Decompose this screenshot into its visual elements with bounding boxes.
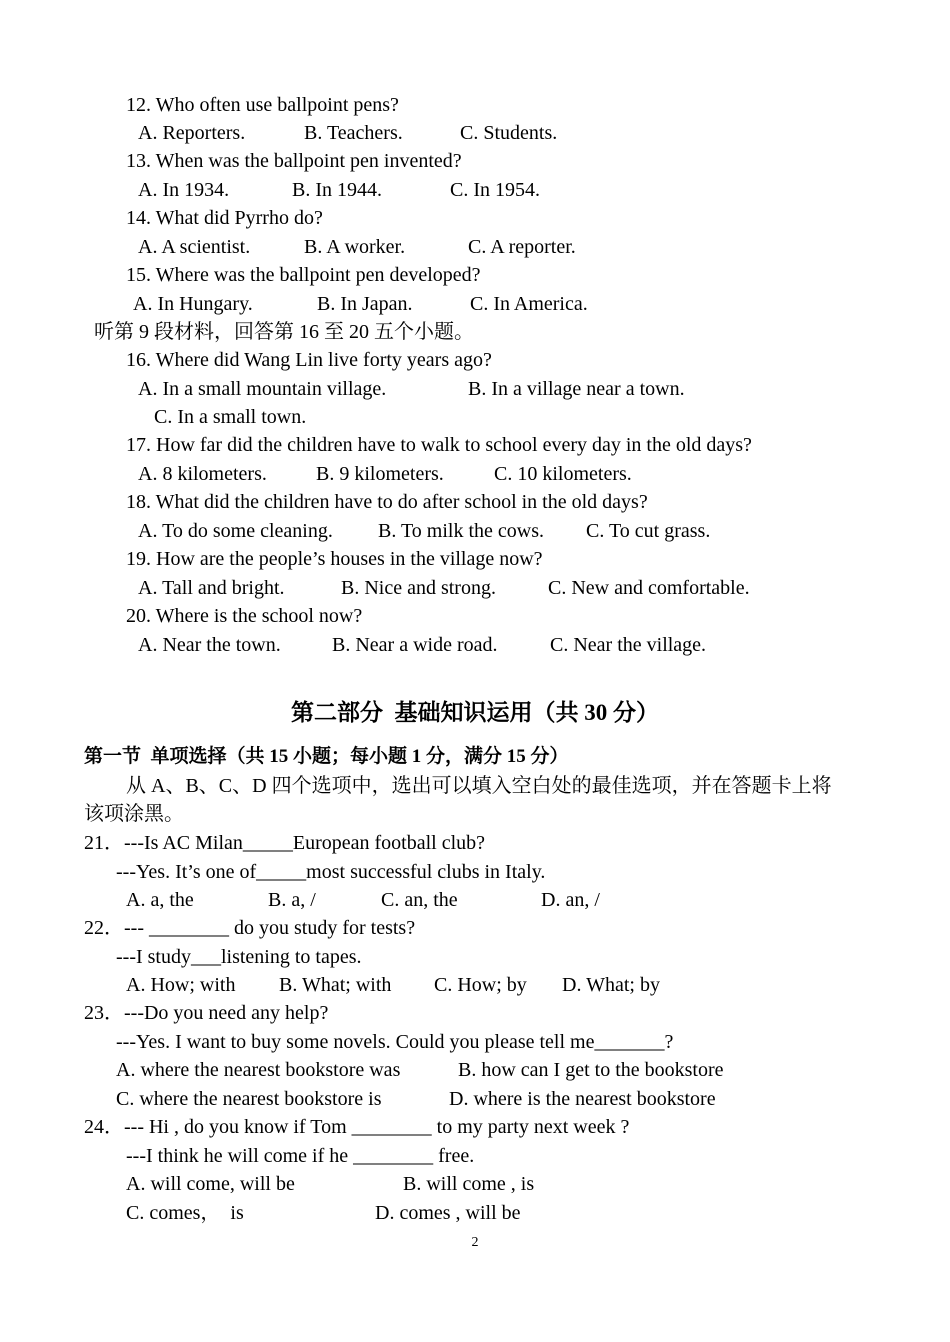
instructions-line-1: 从 A、B、C、D 四个选项中，选出可以填入空白处的最佳选项，并在答题卡上将 — [126, 775, 832, 797]
question-16: 16. Where did Wang Lin live forty years ago? — [126, 349, 492, 371]
option-24b: B. will come , is — [403, 1173, 535, 1195]
option-23b: B. how can I get to the bookstore — [458, 1059, 724, 1081]
question-18: 18. What did the children have to do after school in the old days? — [126, 491, 648, 513]
option-23a: A. where the nearest bookstore was — [116, 1059, 401, 1081]
option-21a: A. a, the — [126, 889, 194, 911]
option-22c: C. How; by — [434, 974, 527, 996]
question-21-reply: ---Yes. It’s one of_____most successful clubs in Italy. — [116, 861, 546, 883]
question-12: 12. Who often use ballpoint pens? — [126, 94, 399, 116]
question-15: 15. Where was the ballpoint pen developed? — [126, 264, 481, 286]
option-13c: C. In 1954. — [450, 179, 540, 201]
option-19c: C. New and comfortable. — [548, 577, 750, 599]
question-24-reply: ---I think he will come if he ________ free. — [126, 1145, 475, 1167]
question-13: 13. When was the ballpoint pen invented? — [126, 150, 462, 172]
instructions-line-2: 该项涂黑。 — [84, 803, 184, 825]
option-21d: D. an, / — [541, 889, 600, 911]
material-9-header: 听第 9 段材料，回答第 16 至 20 五个小题。 — [94, 321, 474, 343]
question-24: 24．--- Hi , do you know if Tom ________ to my party next week ? — [84, 1116, 630, 1138]
option-13a: A. In 1934. — [138, 179, 230, 201]
option-18b: B. To milk the cows. — [378, 520, 545, 542]
option-12c: C. Students. — [460, 122, 558, 144]
option-24d: D. comes , will be — [375, 1202, 521, 1224]
option-17b: B. 9 kilometers. — [316, 463, 444, 485]
option-16a: A. In a small mountain village. — [138, 378, 387, 400]
option-20a: A. Near the town. — [138, 634, 281, 656]
section-1-title: 第一节 单项选择（共 15 小题；每小题 1 分，满分 15 分） — [84, 746, 569, 767]
question-21: 21．---Is AC Milan_____European football club? — [84, 832, 486, 854]
option-21c: C. an, the — [381, 889, 458, 911]
question-23-reply: ---Yes. I want to buy some novels. Could you please tell me_______? — [116, 1031, 674, 1053]
question-14: 14. What did Pyrrho do? — [126, 207, 323, 229]
option-12b: B. Teachers. — [304, 122, 403, 144]
part-2-title: 第二部分 基础知识运用（共 30 分） — [291, 700, 659, 725]
option-18c: C. To cut grass. — [586, 520, 711, 542]
option-17c: C. 10 kilometers. — [494, 463, 632, 485]
option-23d: D. where is the nearest bookstore — [449, 1088, 716, 1110]
option-19b: B. Nice and strong. — [341, 577, 496, 599]
option-14b: B. A worker. — [304, 236, 406, 258]
option-14a: A. A scientist. — [138, 236, 251, 258]
option-15b: B. In Japan. — [317, 293, 413, 315]
option-23c: C. where the nearest bookstore is — [116, 1088, 382, 1110]
option-22d: D. What; by — [562, 974, 660, 996]
option-16c: C. In a small town. — [154, 406, 307, 428]
option-20b: B. Near a wide road. — [332, 634, 498, 656]
question-17: 17. How far did the children have to walk to school every day in the old days? — [126, 434, 752, 456]
option-19a: A. Tall and bright. — [138, 577, 285, 599]
option-18a: A. To do some cleaning. — [138, 520, 333, 542]
question-23: 23．---Do you need any help? — [84, 1002, 329, 1024]
option-20c: C. Near the village. — [550, 634, 707, 656]
option-22a: A. How; with — [126, 974, 236, 996]
option-13b: B. In 1944. — [292, 179, 382, 201]
page-number: 2 — [471, 1235, 479, 1250]
option-22b: B. What; with — [279, 974, 392, 996]
option-15c: C. In America. — [470, 293, 588, 315]
question-22-reply: ---I study___listening to tapes. — [116, 946, 362, 968]
option-12a: A. Reporters. — [138, 122, 246, 144]
option-17a: A. 8 kilometers. — [138, 463, 267, 485]
option-14c: C. A reporter. — [468, 236, 576, 258]
question-22: 22．--- ________ do you study for tests? — [84, 917, 416, 939]
option-24c: C. comes， is — [126, 1202, 244, 1224]
question-19: 19. How are the people’s houses in the village now? — [126, 548, 543, 570]
option-21b: B. a, / — [268, 889, 316, 911]
option-24a: A. will come, will be — [126, 1173, 295, 1195]
question-20: 20. Where is the school now? — [126, 605, 363, 627]
option-15a: A. In Hungary. — [133, 293, 253, 315]
option-16b: B. In a village near a town. — [468, 378, 685, 400]
